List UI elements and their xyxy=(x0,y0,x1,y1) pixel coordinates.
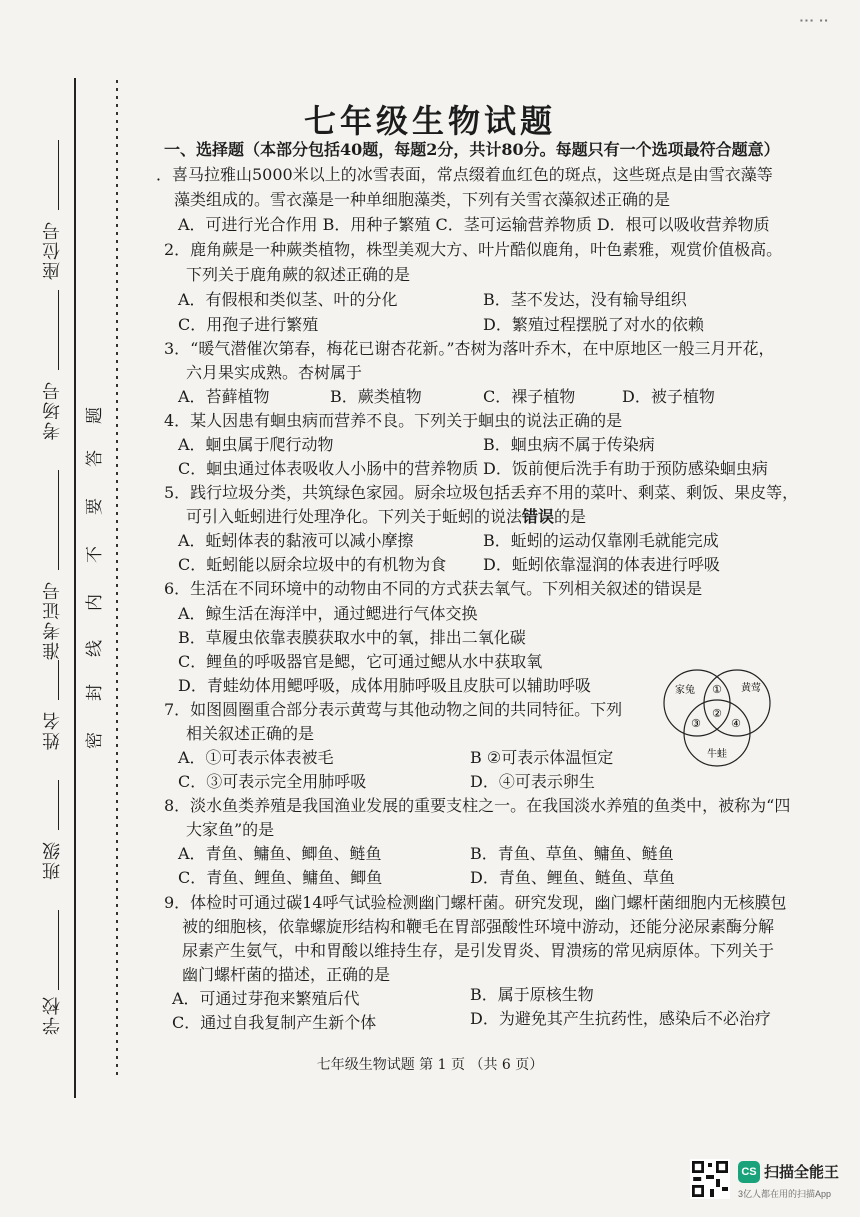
q6-option-d: D．青蛙幼体用鳃呼吸，成体用肺呼吸且皮肤可以辅助呼吸 xyxy=(178,676,591,695)
venn-label-rabbit: 家兔 xyxy=(675,685,695,696)
q8-option-c: C．青鱼、鲤鱼、鳙鱼、鲫鱼 xyxy=(178,868,383,887)
q9-stem: 被的细胞核，依靠螺旋形结构和鞭毛在胃部强酸性环境中游动，还能分泌尿素酶分解 xyxy=(182,917,775,936)
q6-option-a: A．鲸生活在海洋中，通过鳃进行气体交换 xyxy=(178,604,478,623)
q5-stem-text: 的是 xyxy=(554,507,587,526)
q9-stem: 尿素产生氨气，中和胃酸以维持生存，是引发胃炎、胃溃疡的常见病原体。下列关于 xyxy=(182,941,775,960)
seal-char: 要 xyxy=(85,498,105,515)
q5-option-d: D．蚯蚓依靠湿润的体表进行呼吸 xyxy=(483,555,720,574)
q5-option-c: C．蚯蚓能以厨余垃圾中的有机物为食 xyxy=(178,555,447,574)
q6-option-b: B．草履虫依靠表膜获取水中的氧，排出二氧化碳 xyxy=(178,628,526,647)
q9-stem: 幽门螺杆菌的描述，正确的是 xyxy=(182,965,391,984)
q3-stem: 3．“暖气潜催次第春，梅花已谢杏花新。”杏树为落叶乔木，在中原地区一般三月开花， xyxy=(164,339,775,358)
q4-option-b: B．蛔虫病不属于传染病 xyxy=(483,435,655,454)
exam-id-line xyxy=(58,470,59,570)
exam-room-line xyxy=(58,290,59,370)
q7-stem: 7．如图圆圈重合部分表示黄莺与其他动物之间的共同特征。下列 xyxy=(164,700,623,719)
venn-diagram xyxy=(655,665,780,770)
camscanner-tagline: 3亿人都在用的扫描App xyxy=(738,1189,832,1199)
seal-char: 密 xyxy=(85,732,105,749)
venn-label-oriole: 黄莺 xyxy=(741,683,761,694)
q2-option-c: C．用孢子进行繁殖 xyxy=(178,315,319,334)
camscanner-logo-icon: CS xyxy=(738,1161,760,1183)
q5-stem-text: 可引入蚯蚓进行处理净化。下列关于蚯蚓的说法 xyxy=(186,507,523,526)
q7-stem: 相关叙述正确的是 xyxy=(186,724,315,743)
q8-stem: 8．淡水鱼类养殖是我国渔业发展的重要支柱之一。在我国淡水养殖的鱼类中，被称为“四 xyxy=(164,796,791,815)
seal-char: 封 xyxy=(85,684,105,701)
seal-char: 答 xyxy=(85,450,105,467)
q1-stem: 藻类组成的。雪衣藻是一种单细胞藻类，下列有关雪衣藻叙述正确的是 xyxy=(174,190,671,209)
q6-stem: 6．生活在不同环境中的动物由不同的方式获去氧气。下列相关叙述的错误是 xyxy=(164,579,703,598)
venn-region-2: ② xyxy=(712,707,722,720)
q8-option-b: B．青鱼、草鱼、鳙鱼、鲢鱼 xyxy=(470,844,674,863)
exam-room-label: 考场号 xyxy=(42,380,63,440)
q9-option-a: A．可通过芽孢来繁殖后代 xyxy=(172,989,360,1008)
q7-option-a: A．①可表示体表被毛 xyxy=(178,748,334,767)
q7-option-b: B ②可表示体温恒定 xyxy=(470,748,614,767)
q9-option-b: B．属于原核生物 xyxy=(470,985,594,1004)
q6-option-c: C．鲤鱼的呼吸器官是鳃，它可通过鳃从水中获取氧 xyxy=(178,652,543,671)
seat-number-label: 座位号 xyxy=(42,220,63,280)
q3-stem: 六月果实成熟。杏树属于 xyxy=(186,363,363,382)
name-label: 姓名 xyxy=(42,710,63,750)
page-footer: 七年级生物试题 第 1 页 （共 6 页） xyxy=(316,1057,544,1073)
q2-option-d: D．繁殖过程摆脱了对水的依赖 xyxy=(483,315,704,334)
venn-label-frog: 牛蛙 xyxy=(707,749,727,760)
q1-options: A．可进行光合作用 B．用种子繁殖 C．茎可运输营养物质 D．根可以吸收营养物质 xyxy=(178,215,770,234)
qr-code-icon xyxy=(690,1159,730,1199)
q3-option-d: D．被子植物 xyxy=(622,387,715,406)
q5-stem: 5．践行垃圾分类，共筑绿色家园。厨余垃圾包括丢弃不用的菜叶、剩菜、剩饭、果皮等， xyxy=(164,483,799,502)
q7-option-c: C．③可表示完全用肺呼吸 xyxy=(178,772,367,791)
scan-marks: ▪ ▪ ▪ ▪ ▪ xyxy=(800,16,828,25)
dash-line xyxy=(116,80,118,1080)
seal-char: 内 xyxy=(85,594,105,611)
seal-char: 线 xyxy=(85,640,105,657)
q2-stem: 下列关于鹿角蕨的叙述正确的是 xyxy=(186,265,411,284)
q4-option-d: D．饭前便后洗手有助于预防感染蛔虫病 xyxy=(483,459,768,478)
page-title: 七年级生物试题 xyxy=(303,102,556,140)
q8-option-a: A．青鱼、鳙鱼、鲫鱼、鲢鱼 xyxy=(178,844,382,863)
q7-option-d: D．④可表示卵生 xyxy=(470,772,595,791)
school-line xyxy=(58,910,59,990)
q1-stem: ．喜马拉雅山5000米以上的冰雪表面，常点缀着血红色的斑点，这些斑点是由雪衣藻等 xyxy=(156,165,773,184)
q2-stem: 2．鹿角蕨是一种蕨类植物，株型美观大方、叶片酷似鹿角，叶色素雅，观赏价值极高。 xyxy=(164,240,783,259)
venn-region-4: ④ xyxy=(731,717,741,730)
school-label: 学校 xyxy=(42,995,63,1035)
q8-option-d: D．青鱼、鲤鱼、鲢鱼、草鱼 xyxy=(470,868,675,887)
q9-option-c: C．通过自我复制产生新个体 xyxy=(172,1013,377,1032)
q4-option-c: C．蛔虫通过体表吸收人小肠中的营养物质 xyxy=(178,459,479,478)
q9-option-d: D．为避免其产生抗药性，感染后不必治疗 xyxy=(470,1009,771,1028)
section-header: 一、选择题（本部分包括40题，每题2分，共计80分。每题只有一个选项最符合题意） xyxy=(164,140,780,159)
binding-line xyxy=(74,78,76,1098)
binding-sidebar xyxy=(0,0,130,1100)
camscanner-watermark xyxy=(690,1159,850,1207)
venn-region-3: ③ xyxy=(691,717,701,730)
q3-option-c: C．裸子植物 xyxy=(483,387,576,406)
q3-option-a: A．苔藓植物 xyxy=(178,387,270,406)
q5-emphasis: 错误 xyxy=(522,507,555,526)
seal-char: 题 xyxy=(85,407,105,424)
venn-region-1: ① xyxy=(712,683,722,696)
q5-option-a: A．蚯蚓体表的黏液可以减小摩擦 xyxy=(178,531,414,550)
q5-stem xyxy=(186,504,586,527)
q4-option-a: A．蛔虫属于爬行动物 xyxy=(178,435,334,454)
q5-option-b: B．蚯蚓的运动仅靠刚毛就能完成 xyxy=(483,531,719,550)
q3-option-b: B．蕨类植物 xyxy=(330,387,422,406)
seal-char: 不 xyxy=(85,546,105,563)
exam-id-label: 准考证号 xyxy=(42,580,63,660)
camscanner-name: 扫描全能王 xyxy=(764,1164,840,1181)
q4-stem: 4．某人因患有蛔虫病而营养不良。下列关于蛔虫的说法正确的是 xyxy=(164,411,623,430)
name-line xyxy=(58,660,59,700)
class-line xyxy=(58,780,59,830)
q8-stem: 大家鱼”的是 xyxy=(186,820,275,839)
seat-number-line xyxy=(58,140,59,210)
q9-stem: 9．体检时可通过碳14呼气试验检测幽门螺杆菌。研究发现，幽门螺杆菌细胞内无核膜包 xyxy=(164,893,787,912)
q2-option-b: B．茎不发达，没有输导组织 xyxy=(483,290,687,309)
q2-option-a: A．有假根和类似茎、叶的分化 xyxy=(178,290,398,309)
class-label: 班级 xyxy=(42,840,63,880)
